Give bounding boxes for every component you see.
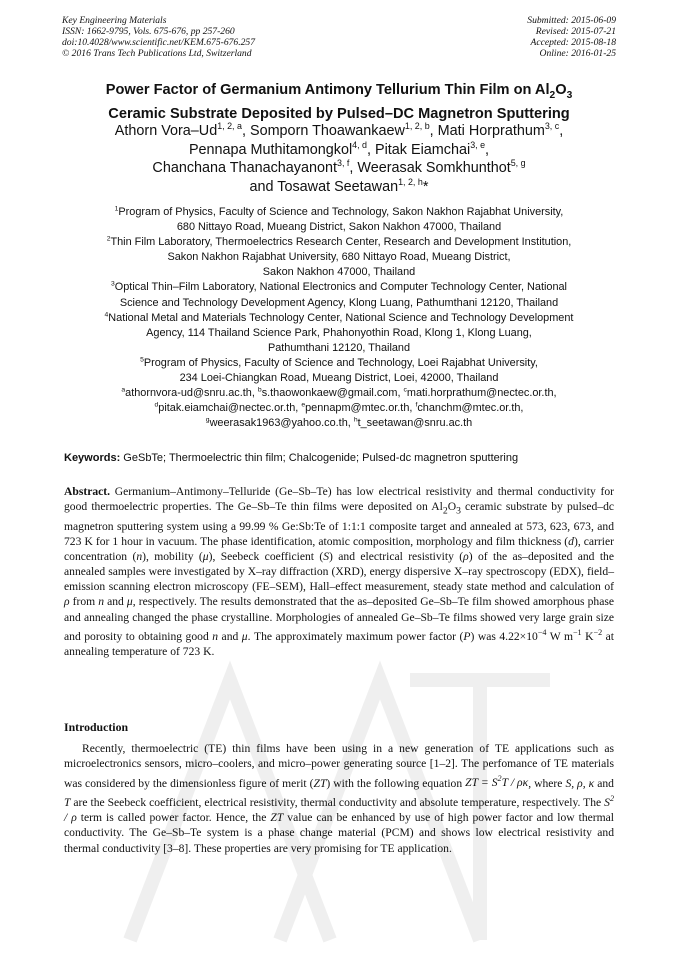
title-line-2: Ceramic Substrate Deposited by Pulsed–DC Magnetron Sputtering: [108, 105, 570, 122]
journal-name: Key Engineering Materials: [62, 15, 167, 26]
email-address[interactable]: mati.horprathum@nectec.or.th,: [406, 387, 557, 399]
email-address[interactable]: pitak.eiamchai@nectec.or.th: [158, 402, 296, 415]
affiliation-3: $^3$Optical Thin–Film Laboratory, National Electronics and Computer Technology Center, National Science and Technology Development Agency, Klong Luang, Pathumthani 12120, Thailand: [111, 280, 567, 309]
email-address[interactable]: pennapm@mtec.or.th: [305, 402, 410, 415]
author-line-4: [40, 178, 638, 197]
email-address[interactable]: t_seetawan@snru.ac.th: [357, 417, 473, 430]
author-list: [40, 122, 638, 196]
copyright-line: © 2016 Trans Tech Publications Ltd, Switzerland: [62, 48, 252, 59]
introduction-paragraph: Recently, thermoelectric (TE) thin films have been using in a new generation of TE applications such as microelectronics sensors, micro–coolers, and micro–power generating source [1–2]. The perfomance of TE materials was considered by the dimensionless figure of merit (ZT) with the following equation ZT = $S^2T$ / ρκ, where S, ρ, κ and T are the Seebeck coefficient, electrical resistivity, thermal conductivity and absolute temperature, respectively. The $S^2$ / ρ term is called power factor. Hence, the ZT value can be enhanced by use of high power factor and low thermal conductivity. The Ge–Sb–Te system is a phase change material (PCM) and shows low electrical resistivity and thermal conductivity [3–8]. These properties are very promising for TE application.: [64, 742, 615, 855]
email-address[interactable]: athornvora-ud@snru.ac.th: [125, 387, 252, 399]
keywords-text: GeSbTe; Thermoelectric thin film; Chalcogenide; Pulsed-dc magnetron sputtering: [120, 452, 519, 464]
author-sup: 1, 2, h: [398, 176, 423, 187]
zt-equation: ZT = $S^2T$ / ρκ: [465, 774, 529, 790]
abstract-label: Abstract.: [64, 485, 111, 498]
doi-line: doi:10.4028/www.scientific.net/KEM.675-676.257: [62, 37, 256, 48]
author-sup: 1, 2, b: [404, 121, 430, 132]
author-name: Weerasak Somkhunthot: [357, 160, 511, 176]
email-address[interactable]: chanchm@mtec.or.th,: [417, 402, 524, 415]
paper-title: [40, 81, 638, 123]
email-list: [55, 386, 623, 431]
email-line-2: $^d$pitak.eiamchai@nectec.or.th, $^e$pennapm@mtec.or.th, $^f$chanchm@mtec.or.th,: [154, 401, 524, 415]
accepted-date: Accepted: 2015-08-18: [530, 37, 616, 48]
author-sup: 1, 2, a: [217, 121, 242, 132]
journal-header-left: [62, 15, 255, 59]
author-name: and Tosawat Seetawan: [249, 178, 399, 195]
corresponding-mark: *: [422, 178, 429, 195]
author-sup: 3, f: [337, 158, 350, 169]
issn-line: ISSN: 1662-9795, Vols. 675-676, pp 257-260: [62, 26, 235, 37]
author-name: Pitak Eiamchai: [375, 141, 471, 158]
affiliation-1: $^1$Program of Physics, Faculty of Science and Technology, Sakon Nakhon Rajabhat University, 680 Nittayo Road, Mueang District, Sakon Nakhon 47000, Thailand: [114, 205, 564, 234]
email-address[interactable]: weerasak1963@yahoo.co.th: [209, 417, 348, 430]
affiliation-5: $^5$Program of Physics, Faculty of Science and Technology, Loei Rajabhat University, 234 Loei-Chiangkan Road, Mueang District, Loei, 42000, Thailand: [140, 356, 538, 385]
affiliations: [55, 205, 623, 386]
author-sup: 5, g: [510, 158, 526, 169]
author-name: Mati Horprathum: [437, 123, 545, 139]
author-sup: 3, c: [544, 121, 560, 132]
journal-header-right: [527, 15, 616, 59]
author-name: Chanchana Thanachayanont: [152, 160, 337, 176]
author-line-3: Chanchana Thanachayanont$^{3, f}$, Weerasak Somkhunthot$^{5, g}$: [152, 158, 526, 176]
section-heading-introduction: Introduction: [64, 720, 129, 734]
power-factor-term: $S^2$ / ρ: [64, 793, 614, 824]
revised-date: Revised: 2015-07-21: [535, 26, 616, 37]
affiliation-4: $^4$National Metal and Materials Technology Center, National Science and Technology Development Agency, 114 Thailand Science Park, Phahonyothin Road, Klong 1, Klong Luang, Pathumthani 12120, Thailand: [104, 311, 574, 354]
online-date: Online: 2016-01-25: [539, 48, 616, 59]
author-name: Athorn Vora–Ud: [114, 123, 218, 139]
author-name: Somporn Thoawankaew: [249, 123, 405, 139]
keywords-label: Keywords:: [64, 452, 121, 464]
author-line-2: Pennapa Muthitamongkol$^{4, d}$, Pitak Eiamchai$^{3, e}$,: [188, 139, 490, 158]
author-line-1: Athorn Vora–Ud$^{1, 2, a}$, Somporn Thoawankaew$^{1, 2, b}$, Mati Horprathum$^{3, c}$,: [114, 121, 564, 139]
author-sup: 3, e: [470, 139, 486, 150]
author-name: Pennapa Muthitamongkol: [188, 141, 353, 158]
submitted-date: Submitted: 2015-06-09: [527, 15, 616, 26]
keywords: [64, 451, 624, 465]
author-sup: 4, d: [352, 139, 367, 150]
email-line-3: $^g$weerasak1963@yahoo.co.th, $^h$t_seetawan@snru.ac.th: [205, 416, 473, 430]
email-line-1: $^a$athornvora-ud@snru.ac.th, $^b$s.thaowonkaew@gmail.com, $^c$mati.horprathum@nectec.or.th,: [121, 386, 557, 399]
title-line-1: Power Factor of Germanium Antimony Tellurium Thin Film on $Al_2O_3$: [105, 82, 573, 101]
abstract: Abstract. Germanium–Antimony–Telluride (Ge–Sb–Te) has low electrical resistivity and thermal conductivity for good thermoelectric properties. The Ge–Sb–Te thin films were deposited on $Al_2O_3$ ceramic substrate by pulsed–dc magnetron sputtering system using a 99.99 % Ge:Sb:Te of 1:1:1 composite target and annealed at 573, 623, 673, and 723 K for 1 hour in vacuum. The phase identification, atomic composition, morphology and film thickness (d), carrier concentration (n), mobility (μ), Seebeck coefficient (S) and electrical resistivity (ρ) of the as–deposited and the annealed samples were investigated by X–ray diffraction (XRD), energy dispersive X–ray spectroscopy (EDX), field–emission scanning electron microscopy (FE–SEM), Hall–effect measurement, steady state method and calculation of ρ from n and μ, respectively. The results demonstrated that the as–deposited Ge–Sb–Te film showed amorphous phase and annealing changed the phase crystalline. Morphologies of annealed Ge–Sb–Te films showed very large grain size and porosity to obtaining good n and μ. The approximately maximum power factor (P) was $4.22\times 10^{-4}$ W $m^{-1}$ $K^{-2}$ at annealing temperature of 723 K.: [64, 485, 615, 658]
email-address[interactable]: s.thaowonkaew@gmail.com: [261, 387, 398, 399]
affiliation-2: $^2$Thin Film Laboratory, Thermoelectrics Research Center, Research and Development Institution, Sakon Nakhon Rajabhat University, 680 Nittayo Road, Mueang District, Sakon Nakhon 47000, Thailand: [106, 235, 572, 279]
